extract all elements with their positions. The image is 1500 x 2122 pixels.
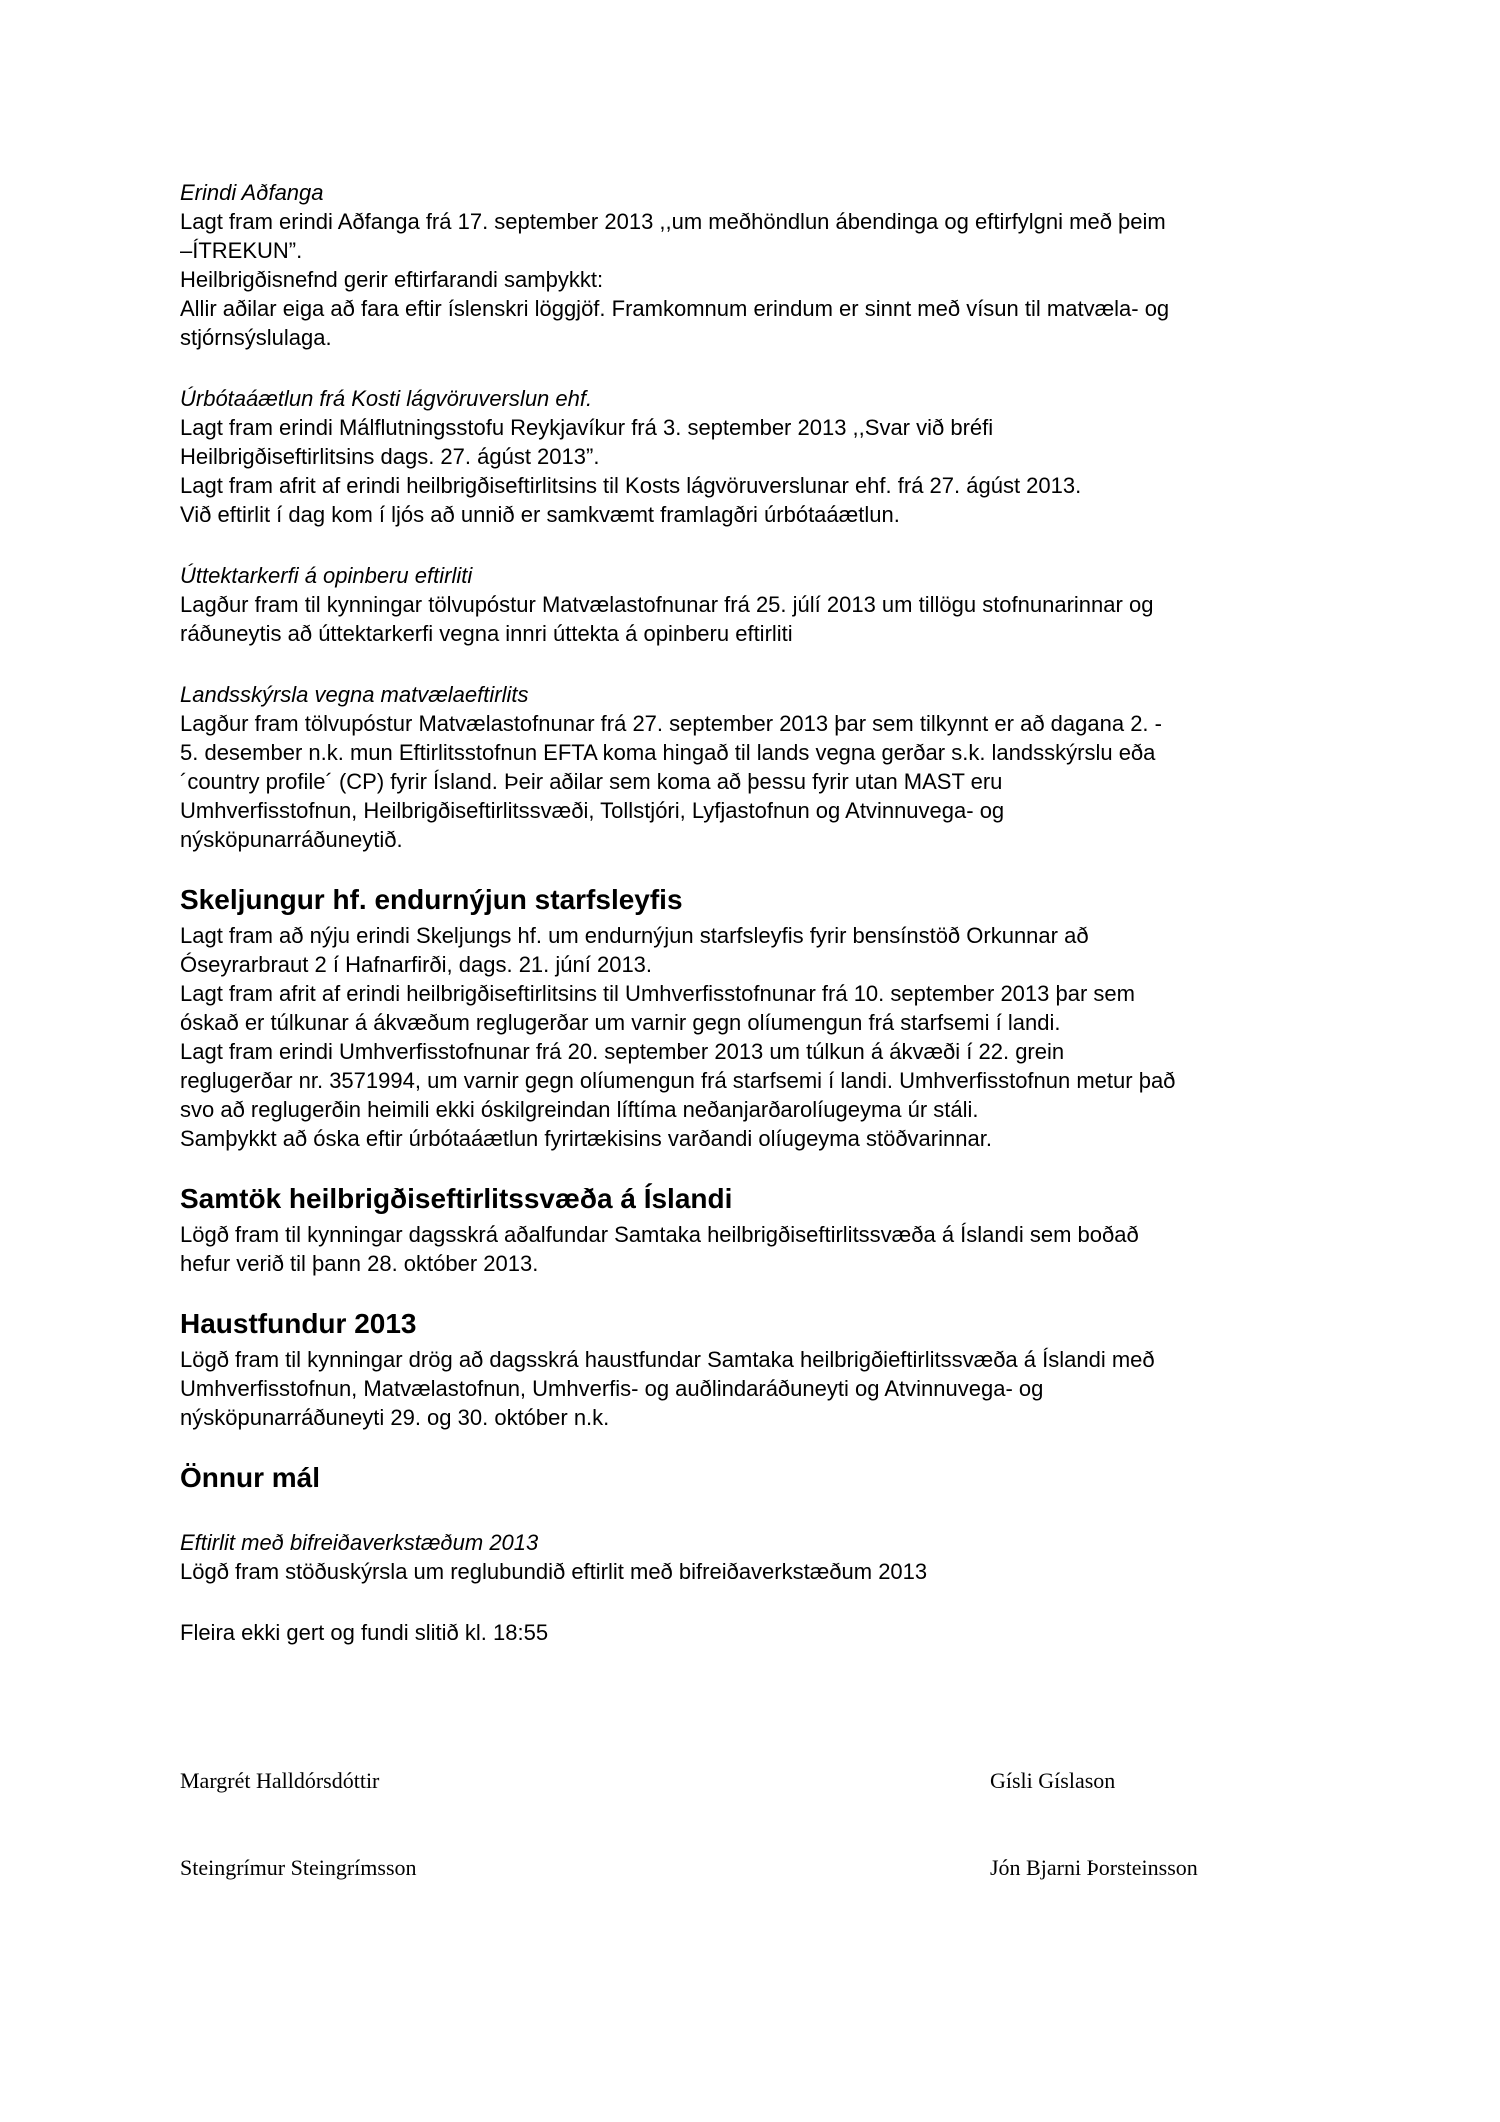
subsection-body-uttektarkerfi: Lagður fram til kynningar tölvupóstur Matvælastofnunar frá 25. júlí 2013 um tillögu stofnunarinnar og ráðuneytis að úttektarkerfi vegna innri úttekta á opinberu eftirliti (180, 592, 1154, 646)
signature-margret: Margrét Halldórsdóttir (180, 1768, 380, 1793)
section-heading-onnur-mal: Önnur mál (180, 1462, 321, 1493)
signature-gisli: Gísli Gíslason (990, 1768, 1116, 1793)
subsection-body-erindi-adfanga: Lagt fram erindi Aðfanga frá 17. september 2013 ,,um meðhöndlun ábendinga og eftirfylgni með þeim –ÍTREKUN”. Heilbrigðisnefnd gerir eftirfarandi samþykkt: Allir aðilar eiga að fara eftir íslenskri löggjöf. Framkomnum erindum er sinnt með vísun til matvæla- og stjórnsýslulaga. (180, 209, 1170, 350)
subsection-title-uttektarkerfi: Úttektarkerfi á opinberu eftirliti (180, 563, 473, 588)
section-body-skeljungur: Lagt fram að nýju erindi Skeljungs hf. um endurnýjun starfsleyfis fyrir bensínstöð Orkunnar að Óseyrarbraut 2 í Hafnarfirði, dags. 21. júní 2013. Lagt fram afrit af erindi heilbrigðiseftirlitsins til Umhverfisstofnunar frá 10. september 2013 þar sem óskað er túlkunar á ákvæðum reglugerðar um varnir gegn olíumengun frá starfsemi í landi. Lagt fram erindi Umhverfisstofnunar frá 20. september 2013 um túlkun á ákvæði í 22. grein reglugerðar nr. 3571994, um varnir gegn olíumengun frá starfsemi í landi. Umhverfisstofnun metur það svo að reglugerðin heimili ekki óskilgreindan líftíma neðanjarðarolíugeyma úr stáli. Samþykkt að óska eftir úrbótaáætlun fyrirtækisins varðandi olíugeyma stöðvarinnar. (180, 923, 1176, 1151)
section-heading-skeljungur: Skeljungur hf. endurnýjun starfsleyfis (180, 884, 683, 915)
subsection-title-bifreidaverkstaedi: Eftirlit með bifreiðaverkstæðum 2013 (180, 1530, 539, 1555)
subsection-title-landsskyrsla: Landsskýrsla vegna matvælaeftirlits (180, 682, 529, 707)
signature-steingrimur: Steingrímur Steingrímsson (180, 1855, 417, 1880)
signature-jon-bjarni: Jón Bjarni Þorsteinsson (990, 1855, 1198, 1880)
section-heading-samtok: Samtök heilbrigðiseftirlitssvæða á Íslandi (180, 1183, 733, 1214)
closing-statement: Fleira ekki gert og fundi slitið kl. 18:55 (180, 1620, 549, 1645)
subsection-body-urbotaaaetlun: Lagt fram erindi Málflutningsstofu Reykjavíkur frá 3. september 2013 ,,Svar við bréfi Heilbrigðiseftirlitsins dags. 27. ágúst 2013”. Lagt fram afrit af erindi heilbrigðiseftirlitsins til Kosts lágvöruverslunar ehf. frá 27. ágúst 2013. Við eftirlit í dag kom í ljós að unnið er samkvæmt framlagðri úrbótaáætlun. (180, 415, 1082, 527)
subsection-body-landsskyrsla: Lagður fram tölvupóstur Matvælastofnunar frá 27. september 2013 þar sem tilkynnt er að dagana 2. - 5. desember n.k. mun Eftirlitsstofnun EFTA koma hingað til lands vegna gerðar s.k. landsskýrslu eða ´country profile´ (CP) fyrir Ísland. Þeir aðilar sem koma að þessu fyrir utan MAST eru Umhverfisstofnun, Heilbrigðiseftirlitssvæði, Tollstjóri, Lyfjastofnun og Atvinnuvega- og nýsköpunarráðuneytið. (180, 711, 1162, 852)
subsection-title-urbotaaaetlun: Úrbótaáætlun frá Kosti lágvöruverslun ehf. (180, 386, 593, 411)
subsection-body-bifreidaverkstaedi: Lögð fram stöðuskýrsla um reglubundið eftirlit með bifreiðaverkstæðum 2013 (180, 1559, 928, 1584)
section-body-samtok: Lögð fram til kynningar dagsskrá aðalfundar Samtaka heilbrigðiseftirlitssvæða á Íslandi sem boðað hefur verið til þann 28. október 2013. (180, 1222, 1139, 1276)
document-page (180, 178, 1350, 1647)
section-heading-haustfundur: Haustfundur 2013 (180, 1308, 417, 1339)
section-body-haustfundur: Lögð fram til kynningar drög að dagsskrá haustfundar Samtaka heilbrigðieftirlitssvæða á Íslandi með Umhverfisstofnun, Matvælastofnun, Umhverfis- og auðlindaráðuneyti og Atvinnuvega- og nýsköpunarráðuneyti 29. og 30. október n.k. (180, 1347, 1155, 1430)
subsection-title-erindi-adfanga: Erindi Aðfanga (180, 180, 324, 205)
